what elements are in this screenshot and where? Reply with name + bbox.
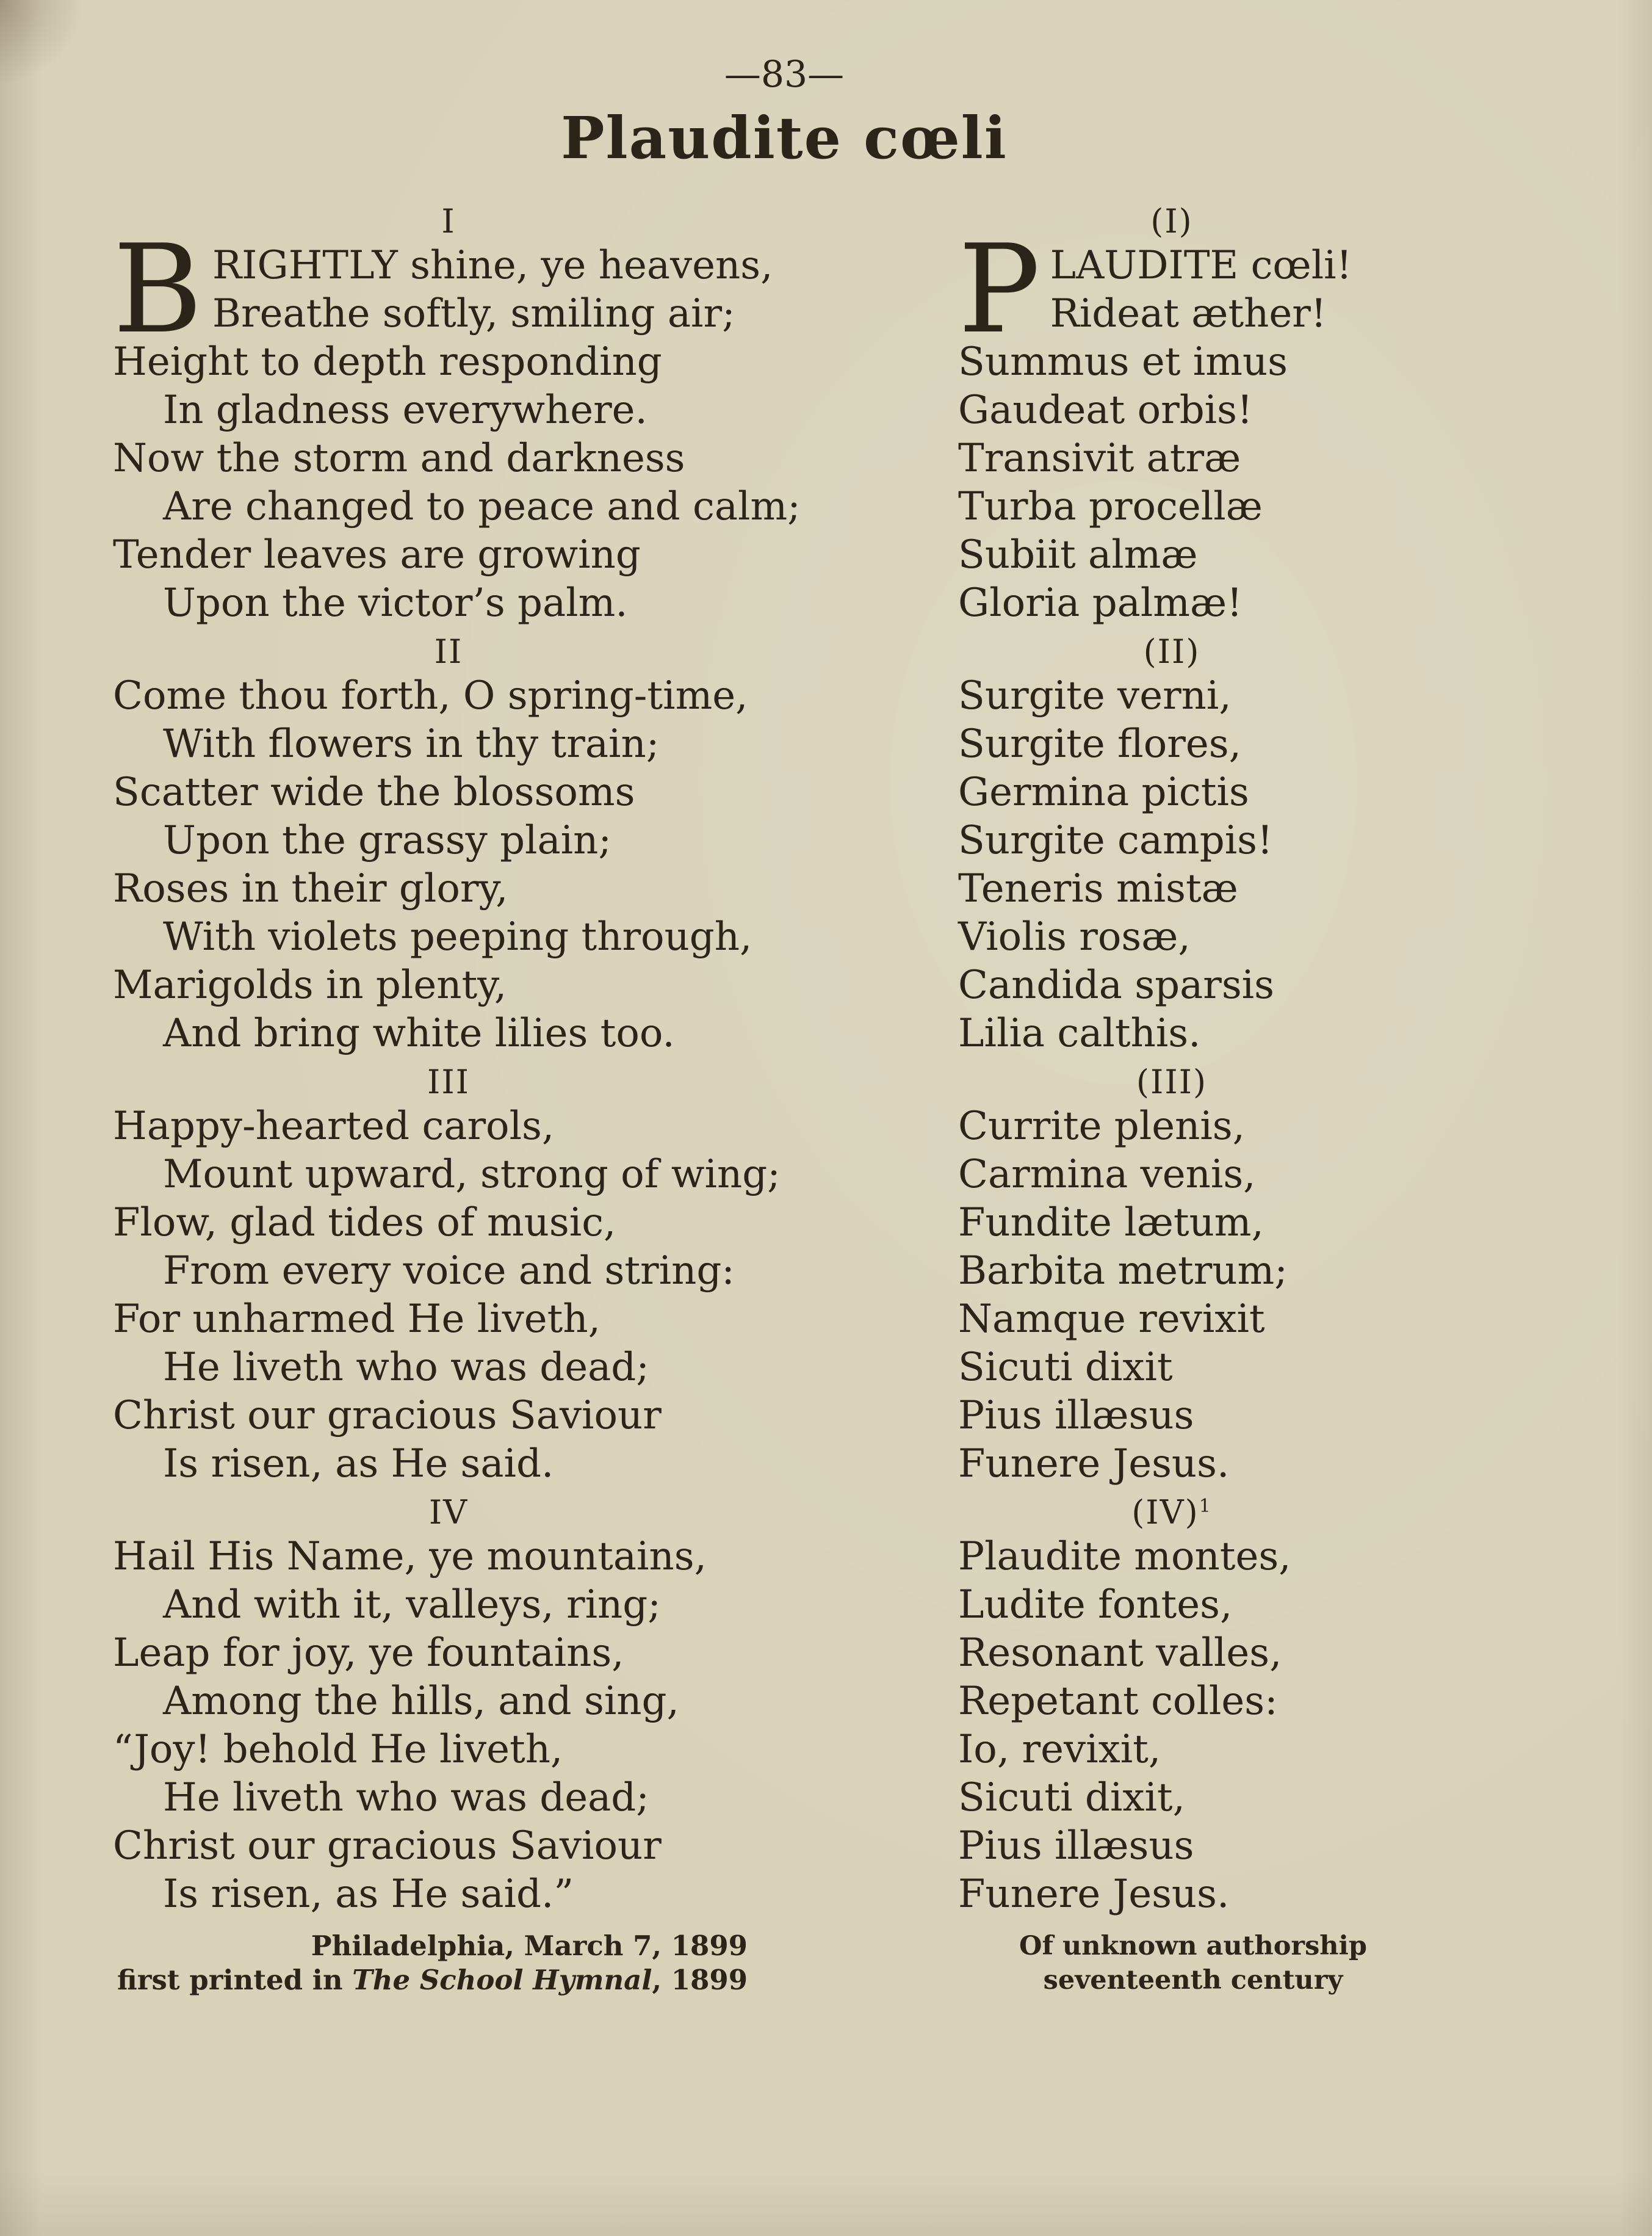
verse-line: Subiit almæ <box>958 532 1198 578</box>
verse-line: Come thou forth, O spring-time, <box>113 673 748 719</box>
stanza-number: IV <box>428 1493 469 1532</box>
attribution-source-title: The School Hymnal <box>352 1964 652 1997</box>
verse-line: Among the hills, and sing, <box>163 1679 679 1724</box>
verse-line: Germina pictis <box>958 770 1249 816</box>
stanza-body <box>958 1102 1385 1488</box>
attribution-source <box>113 1963 748 1997</box>
stanza-english-3 <box>113 1063 784 1488</box>
stanza-number: III <box>427 1063 470 1102</box>
verse-line: And with it, valleys, ring; <box>163 1582 661 1628</box>
stanza-number: (II) <box>1143 632 1200 671</box>
attribution-century: seventeenth century <box>1043 1965 1343 1996</box>
stanza-english-4 <box>113 1493 784 1919</box>
verse-line: “Joy! behold He liveth, <box>113 1727 563 1773</box>
stanza-number: (III) <box>1136 1063 1208 1102</box>
stanza-number-label: (IV) <box>1131 1493 1199 1532</box>
stanza-english-2 <box>113 632 784 1058</box>
stanza-latin-1 <box>958 202 1385 628</box>
stanza-english-1 <box>113 202 801 628</box>
verse-line: Repetant colles: <box>958 1679 1278 1724</box>
stanza-body <box>958 672 1385 1058</box>
verse-line: Are changed to peace and calm; <box>163 484 801 530</box>
hymn-title: Plaudite cœli <box>561 104 1008 172</box>
verse-line: From every voice and string: <box>163 1248 735 1294</box>
verse-line: Carmina venis, <box>958 1152 1256 1198</box>
verse-line: Gloria palmæ! <box>958 581 1243 626</box>
verse-line: LAUDITE cœli! <box>1050 243 1352 289</box>
verse-line: Scatter wide the blossoms <box>113 770 635 816</box>
verse-line: Roses in their glory, <box>113 866 508 912</box>
verse-line: Christ our gracious Saviour <box>113 1823 662 1869</box>
verse-line: With flowers in thy train; <box>163 722 660 767</box>
drop-cap: P <box>958 219 1041 361</box>
stanza-number <box>958 1493 1385 1532</box>
verse-line: Transivit atræ <box>958 436 1241 482</box>
verse-line: Marigolds in plenty, <box>113 963 507 1008</box>
verse-line: Tender leaves are growing <box>113 532 641 578</box>
verse-line: Lilia calthis. <box>958 1011 1201 1057</box>
verse-line: Breathe softly, smiling air; <box>212 291 735 337</box>
verse-line: Pius illæsus <box>958 1393 1194 1439</box>
verse-line: Sicuti dixit <box>958 1345 1173 1391</box>
verse-line: Christ our gracious Saviour <box>113 1393 662 1439</box>
verse-line: Height to depth responding <box>113 339 662 385</box>
english-column <box>113 202 801 1927</box>
verse-line: Now the storm and darkness <box>113 436 685 482</box>
stanza-body <box>958 219 1385 628</box>
verse-line: Gaudeat orbis! <box>958 388 1253 433</box>
verse-line: Flow, glad tides of music, <box>113 1200 616 1246</box>
attribution-place-date: Philadelphia, March 7, 1899 <box>311 1930 748 1963</box>
stanza-number: (I) <box>1150 202 1193 241</box>
verse-line: Summus et imus <box>958 339 1288 385</box>
verse-line: Ludite fontes, <box>958 1582 1233 1628</box>
verse-line: Funere Jesus. <box>958 1441 1230 1487</box>
verse-line: Upon the grassy plain; <box>163 818 611 864</box>
verse-line: Mount upward, strong of wing; <box>163 1152 781 1198</box>
verse-line: Sicuti dixit, <box>958 1775 1185 1821</box>
verse-line: Funere Jesus. <box>958 1872 1230 1917</box>
attribution-authorship: Of unknown authorship <box>1019 1931 1367 1962</box>
verse-line: Fundite lætum, <box>958 1200 1264 1246</box>
verse-line: Rideat æther! <box>1050 291 1327 337</box>
verse-line: Teneris mistæ <box>958 866 1238 912</box>
stanza-latin-3 <box>958 1063 1385 1488</box>
verse-line: Pius illæsus <box>958 1823 1194 1869</box>
verse-line: Violis rosæ, <box>958 914 1191 960</box>
verse-line: Is risen, as He said. <box>163 1441 554 1487</box>
verse-line: Upon the victor’s palm. <box>163 581 628 626</box>
stanza-body <box>113 1533 784 1919</box>
verse-line: Surgite campis! <box>958 818 1273 864</box>
verse-line: Io, revixit, <box>958 1727 1161 1773</box>
verse-line: For unharmed He liveth, <box>113 1297 601 1342</box>
verse-line: With violets peeping through, <box>163 914 752 960</box>
verse-line: Turba procellæ <box>958 484 1263 530</box>
attributions <box>0 1929 1652 1997</box>
text-columns <box>0 202 1652 1927</box>
verse-line: He liveth who was dead; <box>163 1345 649 1391</box>
verse-line: Namque revixit <box>958 1297 1265 1342</box>
verse-line: Resonant valles, <box>958 1630 1282 1676</box>
stanza-latin-4 <box>958 1493 1385 1919</box>
latin-column <box>958 202 1385 1927</box>
verse-line: Is risen, as He said.” <box>163 1872 574 1917</box>
english-attribution <box>113 1929 784 1997</box>
verse-line: And bring white lilies too. <box>163 1011 675 1057</box>
verse-line: Barbita metrum; <box>958 1248 1288 1294</box>
stanza-body <box>113 672 784 1058</box>
stanza-body <box>113 219 801 628</box>
page-number: —83— <box>724 53 845 96</box>
stanza-latin-2 <box>958 632 1385 1058</box>
attribution-source-suffix: , 1899 <box>652 1964 748 1997</box>
stanza-body <box>958 1533 1385 1919</box>
verse-line: Candida sparsis <box>958 963 1274 1008</box>
attribution-source-prefix: first printed in <box>117 1964 353 1997</box>
verse-line: Hail His Name, ye mountains, <box>113 1534 707 1580</box>
verse-line: Currite plenis, <box>958 1104 1245 1149</box>
verse-line: Happy-hearted carols, <box>113 1104 555 1149</box>
verse-line: RIGHTLY shine, ye heavens, <box>212 243 773 289</box>
stanza-body <box>113 1102 784 1488</box>
verse-line: Plaudite montes, <box>958 1534 1291 1580</box>
footnote-mark: 1 <box>1199 1496 1212 1518</box>
stanza-number: II <box>434 632 463 671</box>
verse-line: In gladness everywhere. <box>163 388 647 433</box>
verse-line: Surgite flores, <box>958 722 1241 767</box>
drop-cap: B <box>113 219 203 361</box>
stanza-number: I <box>441 202 456 241</box>
verse-line: He liveth who was dead; <box>163 1775 649 1821</box>
latin-attribution <box>958 1929 1385 1997</box>
verse-line: Surgite verni, <box>958 673 1232 719</box>
verse-line: Leap for joy, ye fountains, <box>113 1630 624 1676</box>
